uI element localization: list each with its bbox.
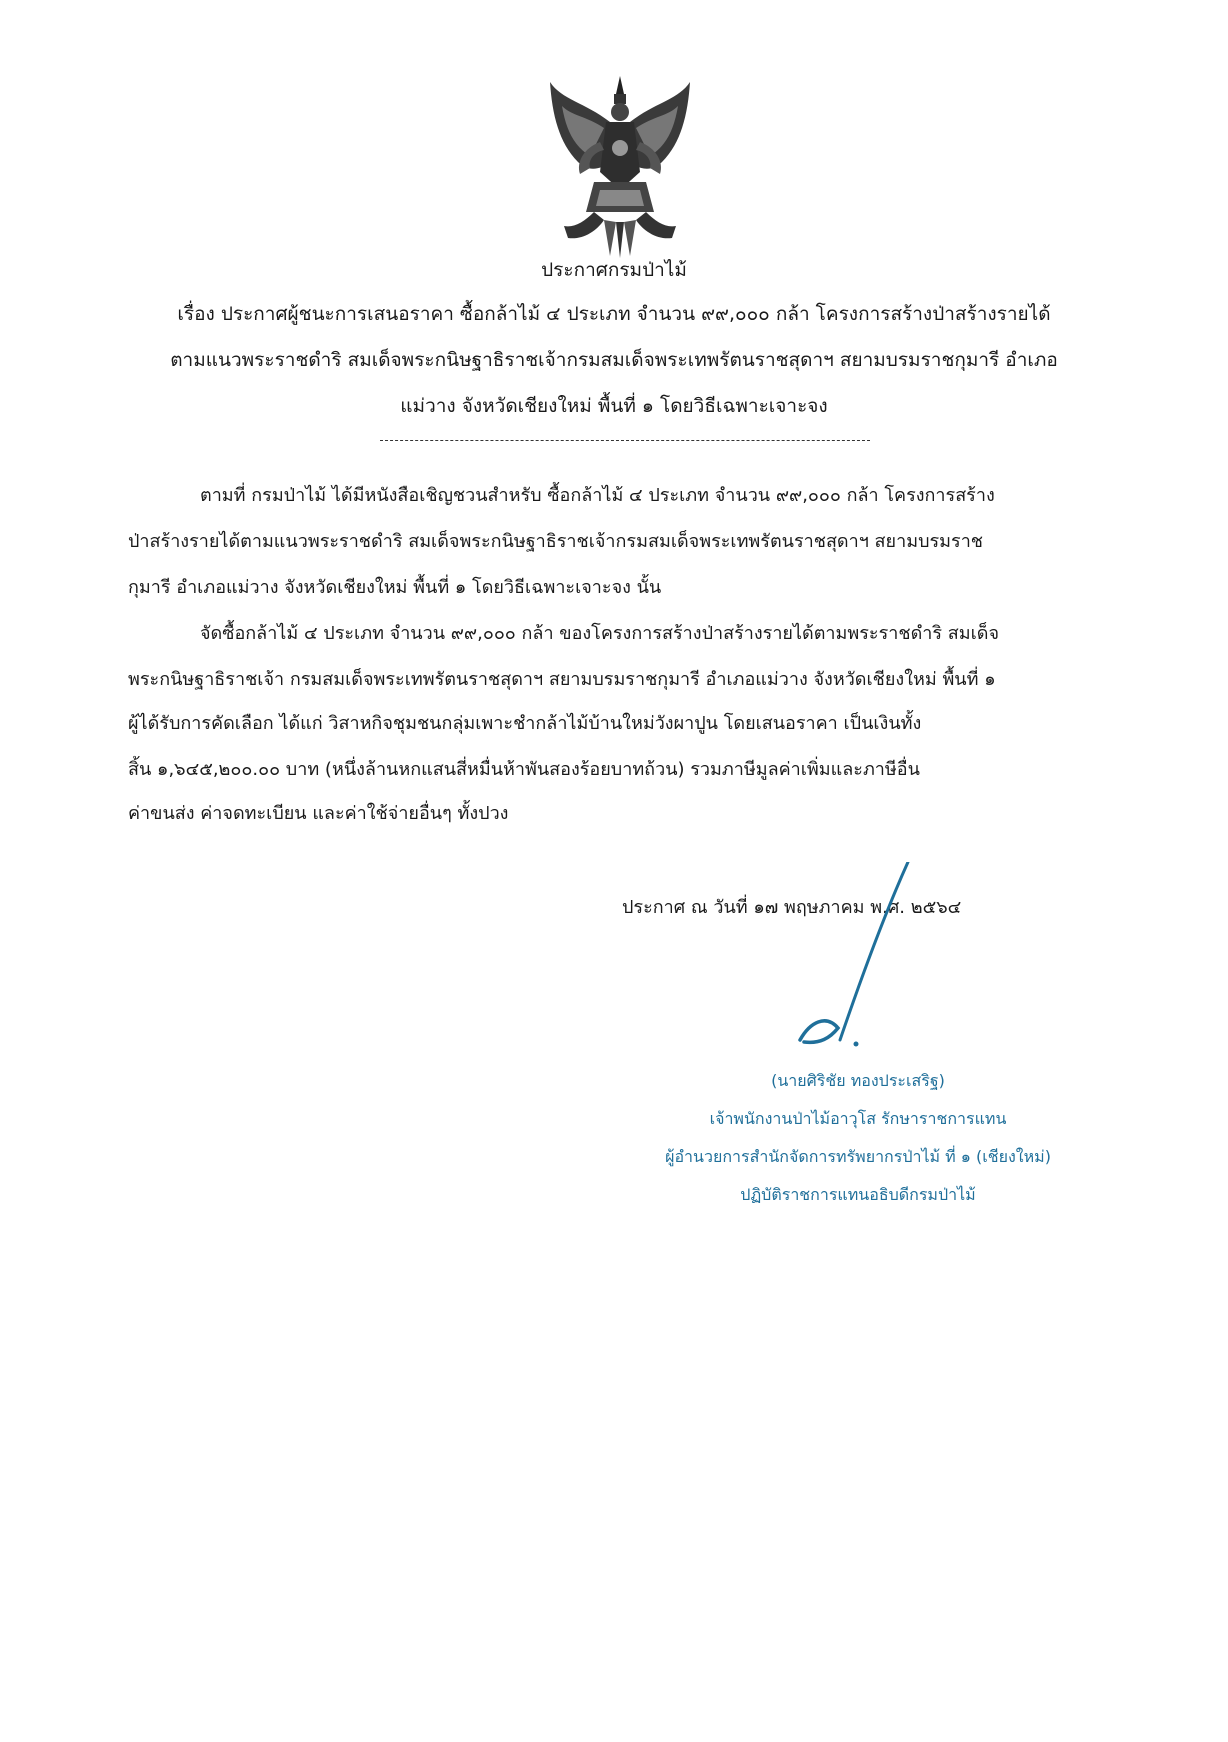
garuda-emblem-icon: [544, 72, 696, 258]
subject-line-2: ตามแนวพระราชดำริ สมเด็จพระกนิษฐาธิราชเจ้ากรมสมเด็จพระเทพรัตนราชสุดาฯ สยามบรมราชกุมารี อำเภอ: [170, 349, 1058, 371]
subject-line-3: แม่วาง จังหวัดเชียงใหม่ พื้นที่ ๑ โดยวิธีเฉพาะเจาะจง: [400, 395, 828, 417]
paragraph2-line-2: พระกนิษฐาธิราชเจ้า กรมสมเด็จพระเทพรัตนราชสุดาฯ สยามบรมราชกุมารี อำเภอแม่วาง จังหวัดเชียงใหม่ พื้นที่ ๑: [128, 669, 996, 690]
paragraph1-line-3: กุมารี อำเภอแม่วาง จังหวัดเชียงใหม่ พื้นที่ ๑ โดยวิธีเฉพาะเจาะจง นั้น: [128, 577, 662, 598]
signer-name: (นายศิริชัย ทองประเสริฐ): [771, 1071, 945, 1090]
announce-date: ประกาศ ณ วันที่ ๑๗ พฤษภาคม พ.ศ. ๒๕๖๔: [622, 897, 962, 918]
document-org-title: ประกาศกรมป่าไม้: [541, 259, 687, 281]
signature-mark-icon: [790, 862, 940, 1062]
paragraph2-line-4: สิ้น ๑,๖๔๕,๒๐๐.๐๐ บาท (หนึ่งล้านหกแสนสี่หมื่นห้าพันสองร้อยบาทถ้วน) รวมภาษีมูลค่าเพิ่มและภาษีอื่น: [128, 759, 920, 780]
paragraph2-line-1: จัดซื้อกล้าไม้ ๔ ประเภท จำนวน ๙๙,๐๐๐ กล้า ของโครงการสร้างป่าสร้างรายได้ตามพระราชดำริ สมเด็จ: [200, 623, 999, 644]
signer-position-2: ผู้อำนวยการสำนักจัดการทรัพยากรป่าไม้ ที่ ๑ (เชียงใหม่): [665, 1147, 1051, 1166]
signer-position-3: ปฏิบัติราชการแทนอธิบดีกรมป่าไม้: [740, 1185, 976, 1204]
paragraph2-line-5: ค่าขนส่ง ค่าจดทะเบียน และค่าใช้จ่ายอื่นๆ ทั้งปวง: [128, 803, 509, 824]
heading-divider: [380, 440, 870, 441]
paragraph2-line-3: ผู้ได้รับการคัดเลือก ได้แก่ วิสาหกิจชุมชนกลุ่มเพาะชำกล้าไม้บ้านใหม่วังผาปูน โดยเสนอราคา เป็นเงินทั้ง: [128, 713, 922, 734]
signer-position-1: เจ้าพนักงานป่าไม้อาวุโส รักษาราชการแทน: [709, 1109, 1007, 1128]
paragraph1-line-2: ป่าสร้างรายได้ตามแนวพระราชดำริ สมเด็จพระกนิษฐาธิราชเจ้ากรมสมเด็จพระเทพรัตนราชสุดาฯ สยามบรมราช: [128, 531, 984, 552]
subject-line-1: เรื่อง ประกาศผู้ชนะการเสนอราคา ซื้อกล้าไม้ ๔ ประเภท จำนวน ๙๙,๐๐๐ กล้า โครงการสร้างป่าสร้างรายได้: [177, 303, 1051, 325]
paragraph1-line-1: ตามที่ กรมป่าไม้ ได้มีหนังสือเชิญชวนสำหรับ ซื้อกล้าไม้ ๔ ประเภท จำนวน ๙๙,๐๐๐ กล้า โครงการสร้าง: [200, 485, 995, 506]
